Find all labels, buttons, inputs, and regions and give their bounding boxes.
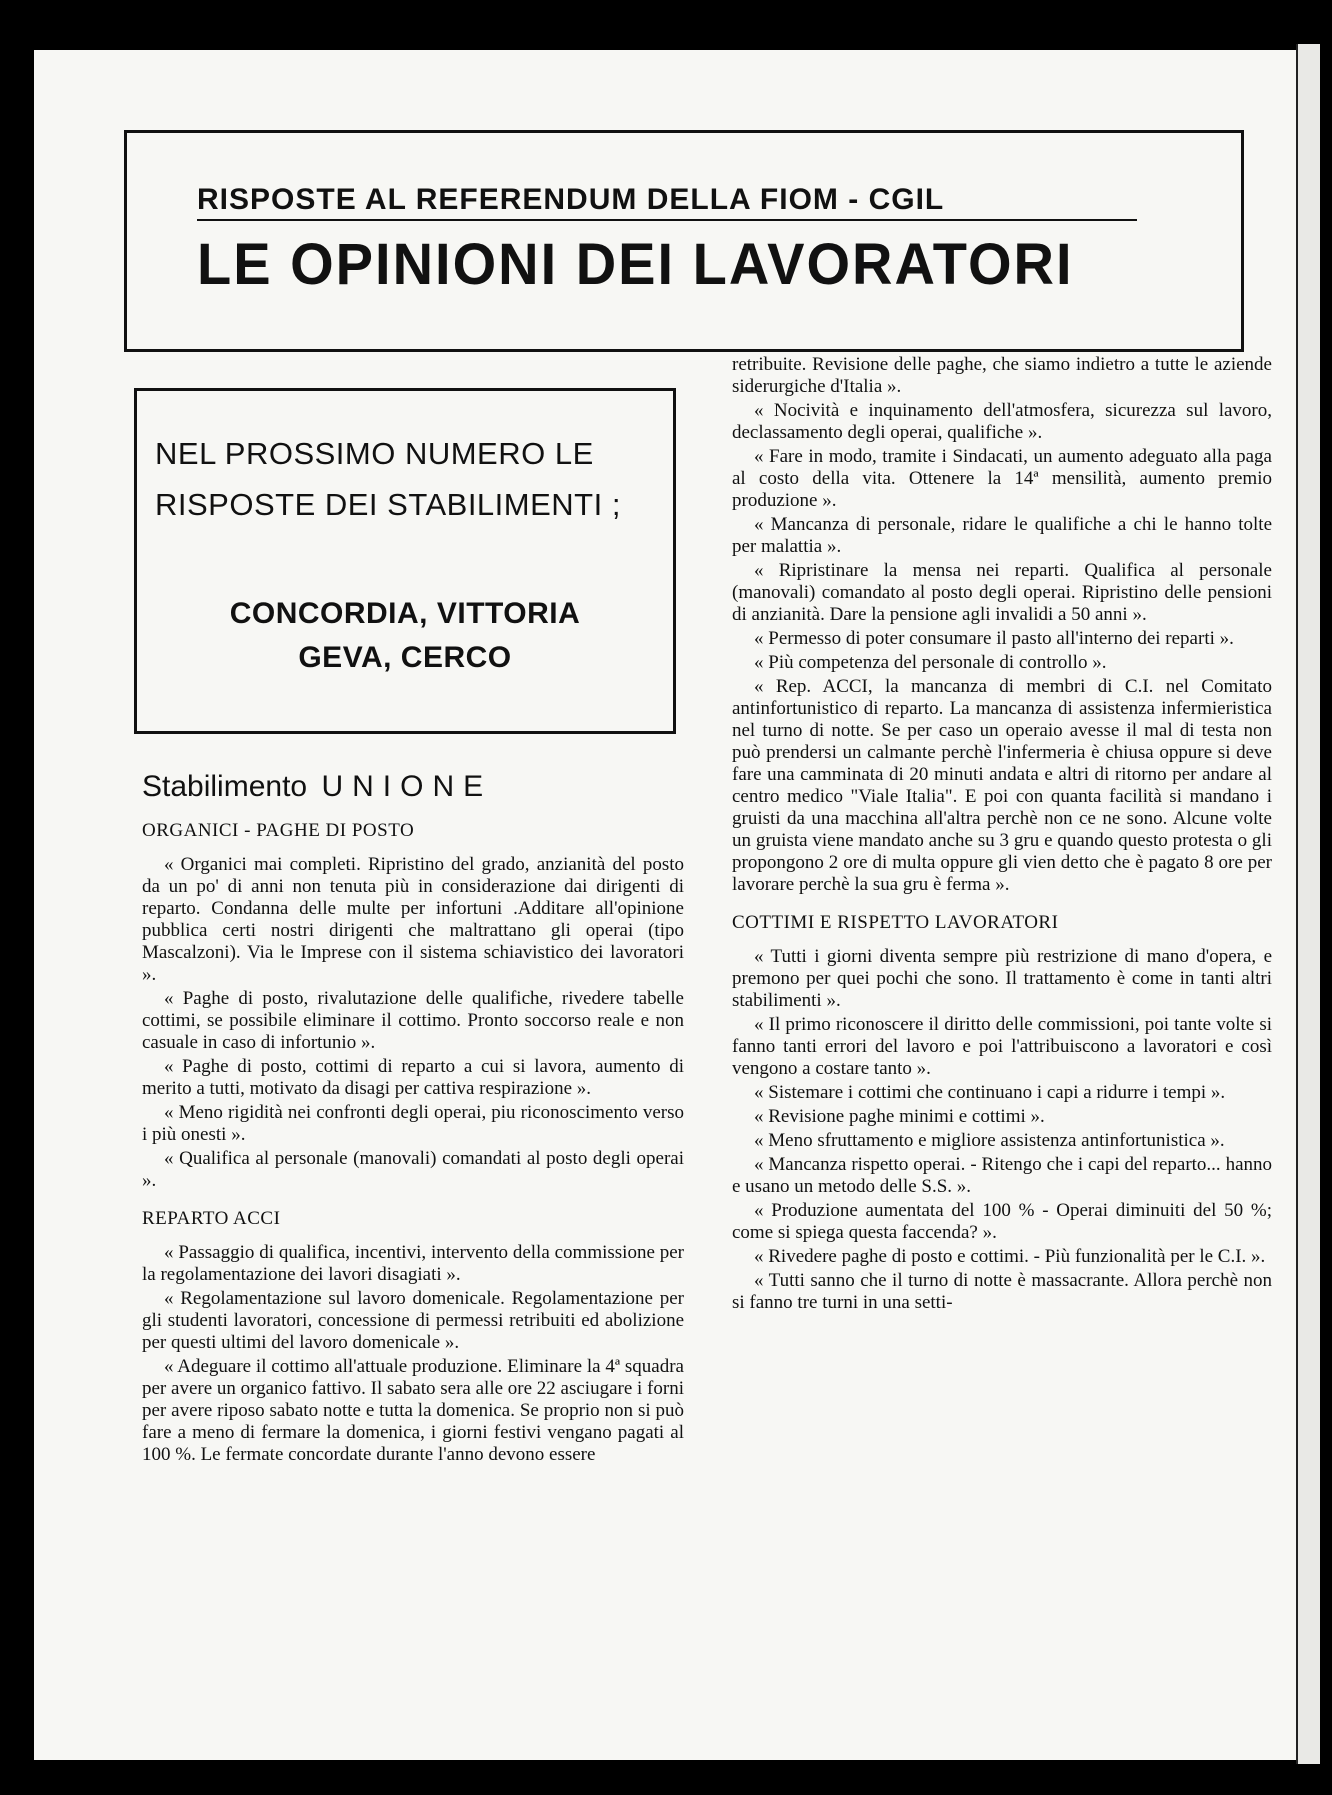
paragraph: « Sistemare i cottimi che continuano i capi a ridurre i tempi ».	[754, 1082, 1226, 1103]
plant-name: UNIONE	[321, 770, 493, 803]
plant-prefix: Stabilimento	[142, 770, 308, 803]
notice-plants-2: GEVA, CERCO	[298, 641, 512, 674]
plant-heading	[142, 770, 492, 804]
paragraph: « Rep. ACCI, la mancanza di membri di C.I. nel Comitato antinfortunistico di reparto. La mancanza di assistenza infermieristica nel turno di notte. Se per caso un operaio avesse il mal di testa non può prendersi un calmante perchè l'infermeria è chiusa oppure si deve fare una camminata di 20 minuti andata e altri di ritorno per andare al centro medico "Viale Italia". E poi con quanta facilità si mandano i gruisti da una macchina all'altra perchè non ce ne sono. Alcune volte un gruista viene mandato anche su 3 gru e quando questo protesta o gli propongono 2 ore di multa oppure gli vien detto che è pagato 8 ore per lavorare perchè la sua gru è ferma ».	[732, 676, 1272, 895]
section-title: ORGANICI - PAGHE DI POSTO	[142, 820, 415, 841]
notice-line-1: NEL PROSSIMO NUMERO LE	[155, 436, 594, 471]
section-title: REPARTO ACCI	[142, 1208, 281, 1229]
paragraph: « Meno rigidità nei confronti degli operai, piu riconoscimento verso i più onesti ».	[142, 1102, 684, 1145]
paragraph: « Passaggio di qualifica, incentivi, intervento della commissione per la regolamentazione dei lavori disagiati ».	[142, 1242, 684, 1285]
next-issue-notice	[134, 388, 676, 734]
paragraph: « Mancanza di personale, ridare le qualifiche a chi le hanno tolte per malattia ».	[732, 514, 1272, 557]
paragraph: « Fare in modo, tramite i Sindacati, un aumento adeguato alla paga al costo della vita. Ottenere la 14ª mensilità, aumento premio produzione ».	[732, 446, 1272, 511]
paragraph: « Meno sfruttamento e migliore assistenza antinfortunistica ».	[754, 1130, 1225, 1151]
headline-title: LE OPINIONI DEI LAVORATORI	[197, 230, 1074, 297]
paragraph: « Più competenza del personale di controllo ».	[754, 652, 1107, 673]
right-column	[732, 354, 1272, 1316]
paragraph: « Ripristinare la mensa nei reparti. Qualifica al personale (manovali) comandato al posto degli operai. Ripristino delle pensioni di anzianità. Dare la pensione agli invalidi a 50 anni ».	[732, 560, 1272, 625]
headline-box	[124, 130, 1244, 352]
paragraph: « Permesso di poter consumare il pasto all'interno dei reparti ».	[754, 628, 1234, 649]
paragraph-continuation: retribuite. Revisione delle paghe, che siamo indietro a tutte le aziende siderurgiche d'Italia ».	[732, 354, 1272, 397]
paragraph: « Organici mai completi. Ripristino del grado, anzianità del posto da un po' di anni non tenuta più in considerazione dai dirigenti di reparto. Condanna delle multe per infortuni .Additare all'opinione pubblica certi nostri dirigenti che maltrattano gli operai (tipo Mascalzoni). Via le Imprese con il sistema schiavistico dei lavoratori ».	[142, 854, 684, 985]
paragraph: « Nocività e inquinamento dell'atmosfera, sicurezza sul lavoro, declassamento degli operai, qualifiche ».	[732, 400, 1272, 443]
paragraph: « Paghe di posto, cottimi di reparto a cui si lavora, aumento di merito a tutti, motivato da disagi per cattiva respirazione ».	[142, 1056, 684, 1099]
paragraph: « Revisione paghe minimi e cottimi ».	[754, 1106, 1045, 1127]
paragraph: « Qualifica al personale (manovali) comandati al posto degli operai ».	[142, 1148, 684, 1191]
paragraph: « Tutti i giorni diventa sempre più restrizione di mano d'opera, e premono per quei pochi che sono. Il trattamento è come in tanti altri stabilimenti ».	[732, 946, 1272, 1011]
paragraph: « Rivedere paghe di posto e cottimi. - Più funzionalità per le C.I. ».	[754, 1246, 1266, 1267]
paragraph: « Tutti sanno che il turno di notte è massacrante. Allora perchè non si fanno tre turni in una setti-	[732, 1270, 1272, 1313]
paragraph: « Il primo riconoscere il diritto delle commissioni, poi tante volte si fanno tanti errori del lavoro e poi l'attribuiscono a lavoratori e così vengono a costare tanto ».	[732, 1014, 1272, 1079]
paragraph: « Adeguare il cottimo all'attuale produzione. Eliminare la 4ª squadra per avere un organico fattivo. Il sabato sera alle ore 22 asciugare i forni per avere riposo sabato notte e tutta la domenica. Se proprio non si può fare a meno di fermare la domenica, i giorni festivi vengano pagati al 100 %. Le fermate concordate durante l'anno devono essere	[142, 1356, 684, 1465]
page-edge	[1296, 44, 1320, 1764]
paragraph: « Paghe di posto, rivalutazione delle qualifiche, rivedere tabelle cottimi, se possibile eliminare il cottimo. Pronto soccorso reale e non casuale in caso di infortunio ».	[142, 988, 684, 1053]
headline-subtitle: RISPOSTE AL REFERENDUM DELLA FIOM - CGIL	[197, 183, 1137, 221]
paragraph: « Produzione aumentata del 100 % - Operai diminuiti del 50 %; come si spiega questa faccenda? ».	[732, 1200, 1272, 1243]
section-title: COTTIMI E RISPETTO LAVORATORI	[732, 912, 1059, 933]
notice-plants-1: CONCORDIA, VITTORIA	[229, 597, 581, 630]
paragraph: « Regolamentazione sul lavoro domenicale. Regolamentazione per gli studenti lavoratori, concessione di permessi retribuiti ed abolizione per questi ultimi del lavoro domenicale ».	[142, 1288, 684, 1353]
paragraph: « Mancanza rispetto operai. - Ritengo che i capi del reparto... hanno e usano un metodo delle S.S. ».	[732, 1154, 1272, 1197]
notice-line-2: RISPOSTE DEI STABILIMENTI ;	[155, 487, 621, 522]
left-column	[142, 820, 684, 1468]
